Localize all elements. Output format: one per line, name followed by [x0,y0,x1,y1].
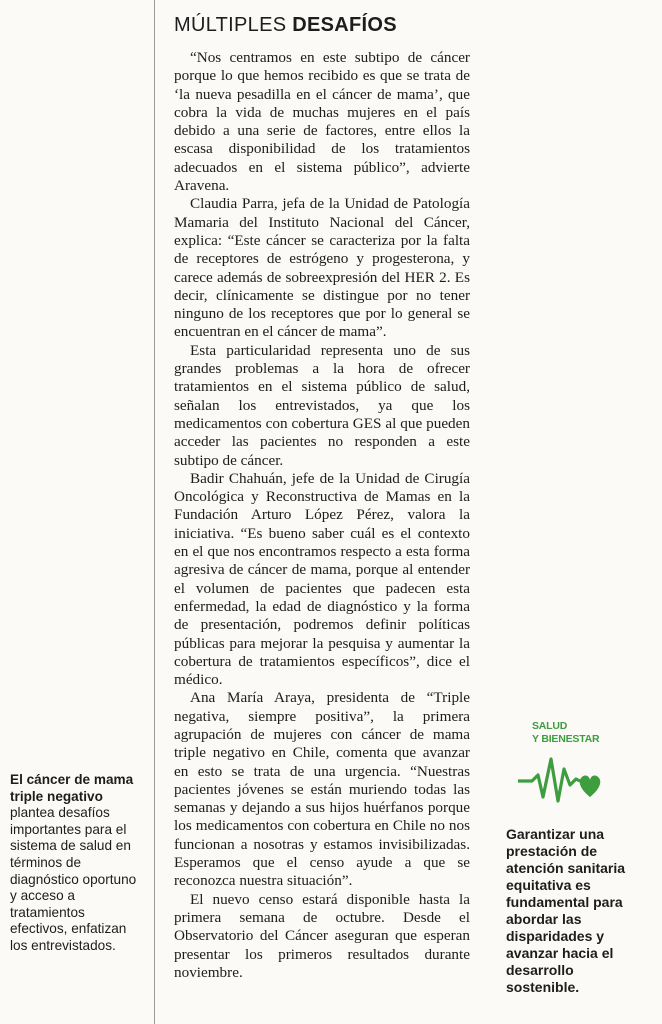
paragraph: “Nos centramos en este subtipo de cáncer porque lo que hemos recibido es que se trata de ‘la nueva pesadilla en el cáncer de mama’, que cobra la vida de muchas mujeres en el país debido a una serie de factores, entre ellos la escasa disponibilidad de los tratamientos adecuados en el sistema público”, advierte Aravena. [174,49,470,195]
paragraph: Claudia Parra, jefa de la Unidad de Patología Mamaria del Instituto Nacional del Cáncer, explica: “Este cáncer se caracteriza por la falta de receptores de estrógeno y progesterona, y carece además de sobreexpresión del HER 2. Es decir, clínicamente se distingue por no tener ninguno de los receptores que por lo general se encuentran en el cáncer de mama”. [174,195,470,341]
paragraph: Badir Chahuán, jefe de la Unidad de Cirugía Oncológica y Reconstructiva de Mamas en la Fundación Arturo López Pérez, valora la iniciativa. “Es bueno saber cuál es el contexto en el que nos encontramos respecto a esta forma agresiva de cáncer de mama, porque al entender el volumen de pacientes que padecen esta enfermedad, la edad de diagnóstico y la forma de presentación, podremos definir políticas públicas para mejorar la pesquisa y aumentar la cobertura de tratamientos específicos”, dice el médico. [174,469,470,689]
heading-bold: DESAFÍOS [292,14,397,36]
article-body [174,49,470,982]
heartbeat-heart-icon [518,755,604,809]
pull-quote-text: plantea desafíos importantes para el sistema de salud en términos de diagnóstico oportuno y acceso a tratamientos efectivos, enfatizan los entrevistados. [10,805,137,953]
badge-line-2: Y BIENESTAR [532,733,600,745]
section-heading [174,14,397,37]
heading-light: MÚLTIPLES [174,14,287,36]
column-divider [154,0,155,1024]
paragraph: Ana María Araya, presidenta de “Triple negativa, siempre positiva”, la primera agrupación de mujeres con cáncer de mama triple negativo en Chile, comenta que avanzar en esto se trata de una urgencia. “Nuestras pacientes jóvenes se están muriendo todas las semanas y dejando a sus hijos huérfanos porque los medicamentos con cobertura en Chile no nos funcionan a nosotras y estamos invisibilizadas. Esperamos que el censo ayude a que se reconozca nuestra situación”. [174,689,470,890]
pull-quote-left [10,772,138,955]
badge-line-1: SALUD [532,720,568,732]
paragraph: Esta particularidad representa uno de sus grandes problemas a la hora de ofrecer tratamientos en el sistema público de salud, señalan los entrevistados, ya que los medicamentos con cobertura GES al que pueden acceder las pacientes no responden a este subtipo de cáncer. [174,341,470,469]
ods-badge-label [532,720,599,746]
pull-quote-lead: El cáncer de mama triple negativo [10,772,134,804]
pull-quote-right: Garantizar una prestación de atención sanitaria equitativa es fundamental para abordar las disparidades y avanzar hacia el desarrollo sostenible. [506,826,626,995]
paragraph: El nuevo censo estará disponible hasta la primera semana de octubre. Desde el Observatorio del Cáncer aseguran que esperan presentar los primeros resultados durante noviembre. [174,890,470,981]
